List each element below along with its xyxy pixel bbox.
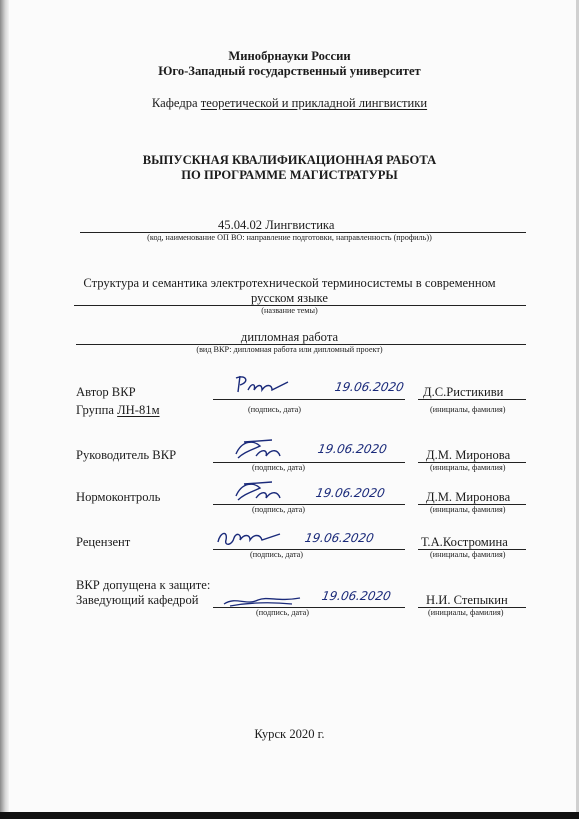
- program-value: 45.04.02 Лингвистика: [218, 218, 335, 232]
- topic-caption: (название темы): [261, 306, 318, 315]
- scan-bottom-edge: [0, 812, 579, 819]
- topic-line2: русском языке: [251, 291, 328, 305]
- normcontrol-signature: [232, 478, 290, 506]
- supervisor-sign-caption: (подпись, дата): [252, 463, 305, 472]
- supervisor-name-caption: (инициалы, фамилия): [430, 463, 506, 472]
- normcontrol-sign-caption: (подпись, дата): [252, 505, 305, 514]
- author-name-caption: (инициалы, фамилия): [430, 405, 506, 414]
- head-name: Н.И. Степыкин: [426, 593, 508, 607]
- head-date: 19.06.2020: [320, 589, 392, 603]
- work-title-line2: ПО ПРОГРАММЕ МАГИСТРАТУРЫ: [181, 168, 398, 182]
- supervisor-name: Д.М. Миронова: [426, 448, 511, 462]
- supervisor-date: 19.06.2020: [316, 442, 388, 456]
- supervisor-role: Руководитель ВКР: [76, 448, 177, 462]
- work-title-line1: ВЫПУСКНАЯ КВАЛИФИКАЦИОННАЯ РАБОТА: [142, 153, 437, 167]
- head-role: Заведующий кафедрой: [76, 593, 199, 607]
- reviewer-date: 19.06.2020: [303, 531, 375, 545]
- author-name: Д.С.Ристикиви: [423, 385, 504, 399]
- group-value: ЛН-81м: [117, 403, 160, 417]
- department-prefix: Кафедра: [151, 96, 201, 110]
- head-sign-caption: (подпись, дата): [256, 608, 309, 617]
- reviewer-name-caption: (инициалы, фамилия): [430, 550, 506, 559]
- university-name: Юго-Западный государственный университет: [158, 64, 421, 78]
- department-line: [0, 96, 579, 111]
- admission-text: ВКР допущена к защите:: [76, 578, 211, 592]
- reviewer-signature-line: [213, 549, 405, 550]
- program-caption: (код, наименование ОП ВО: направление подготовки, направленность (профиль)): [147, 233, 432, 242]
- author-sign-caption: (подпись, дата): [248, 405, 301, 414]
- author-signature: [232, 372, 292, 398]
- author-name-line: [418, 399, 526, 400]
- group-prefix: Группа: [76, 403, 118, 417]
- normcontrol-signature-line: [213, 504, 405, 505]
- reviewer-sign-caption: (подпись, дата): [250, 550, 303, 559]
- reviewer-name: Т.А.Костромина: [421, 535, 508, 549]
- scan-left-edge: [0, 0, 9, 819]
- city-year: Курск 2020 г.: [254, 727, 325, 741]
- author-signature-line: [213, 399, 405, 400]
- department-name: теоретической и прикладной лингвистики: [200, 96, 428, 110]
- reviewer-role: Рецензент: [76, 535, 131, 549]
- group-line: [76, 403, 160, 418]
- supervisor-signature-line: [213, 462, 405, 463]
- topic-line1: Структура и семантика электротехнической терминосистемы в современном: [83, 276, 496, 290]
- normcontrol-role: Нормоконтроль: [76, 490, 161, 504]
- kind-value: дипломная работа: [240, 330, 339, 344]
- head-signature-line: [213, 607, 405, 608]
- supervisor-signature: [232, 436, 290, 464]
- author-date: 19.06.2020: [333, 380, 405, 394]
- kind-caption: (вид ВКР: дипломная работа или дипломный проект): [196, 345, 383, 354]
- author-role: Автор ВКР: [76, 385, 136, 399]
- head-signature: [222, 592, 302, 608]
- normcontrol-date: 19.06.2020: [314, 486, 386, 500]
- ministry-name: Минобрнауки России: [228, 49, 351, 63]
- normcontrol-name: Д.М. Миронова: [426, 490, 511, 504]
- reviewer-signature: [214, 526, 284, 550]
- head-name-caption: (инициалы, фамилия): [428, 608, 504, 617]
- normcontrol-name-caption: (инициалы, фамилия): [430, 505, 506, 514]
